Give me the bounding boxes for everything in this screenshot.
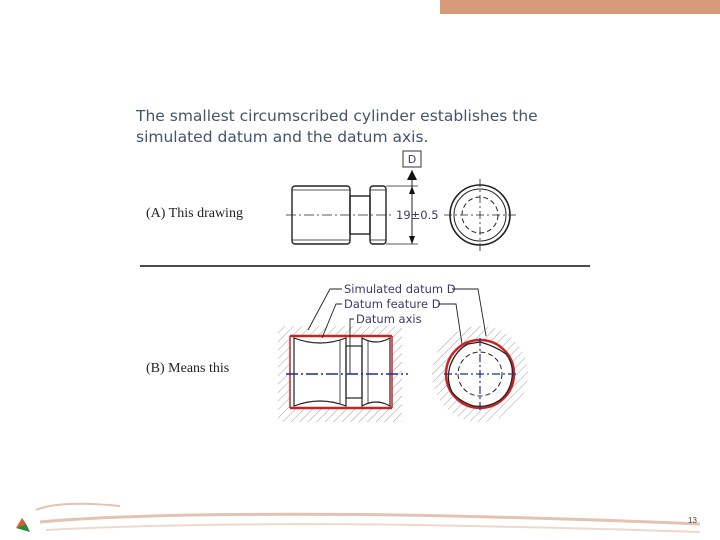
- dimension-arrow-top-icon: [409, 186, 415, 194]
- callout-datum-feature: Datum feature D: [344, 297, 441, 311]
- datum-triangle-icon: [407, 170, 417, 180]
- drawing-a-side-view: [286, 170, 418, 244]
- drawing-a-end-view: [444, 179, 516, 251]
- datum-letter: D: [407, 153, 417, 166]
- callout-datum-axis: Datum axis: [356, 312, 422, 326]
- logo-icon: [16, 518, 30, 532]
- drawing-b-label: (B) Means this: [146, 361, 230, 376]
- drawing-b-end-view: [432, 326, 528, 422]
- dimension-arrow-bottom-icon: [409, 236, 415, 244]
- dimension-value: 19±0.5: [396, 208, 439, 222]
- callout-simulated-datum: Simulated datum D: [344, 282, 456, 296]
- footer-decoration: [36, 504, 700, 532]
- drawing-a-label: (A) This drawing: [146, 206, 243, 221]
- slide-title: The smallest circumscribed cylinder establishes the simulated datum and the datum axis.: [136, 107, 538, 146]
- drawing-b-side-view: [278, 326, 408, 422]
- page-number: 13: [688, 516, 697, 525]
